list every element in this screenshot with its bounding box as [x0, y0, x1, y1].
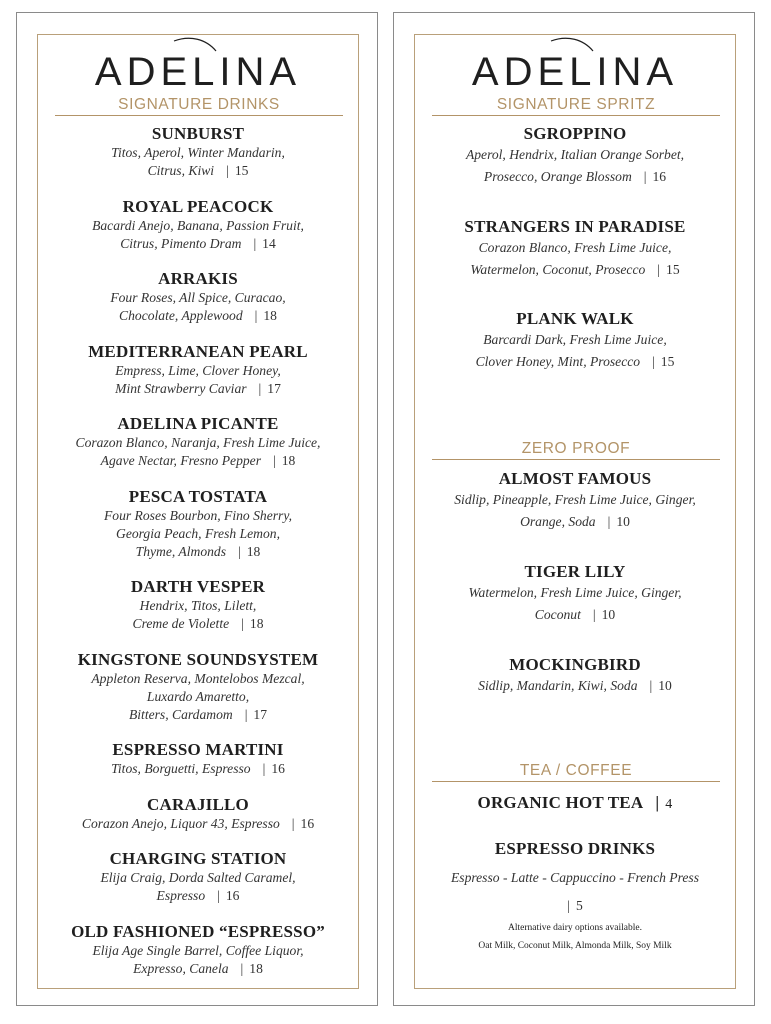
adelina-wordmark — [78, 35, 318, 91]
item-name: TIGER LILY — [524, 562, 626, 581]
price-separator: | — [567, 898, 570, 913]
item-price: 18 — [249, 961, 263, 976]
item-ingredients: Clover Honey, Mint, Prosecco — [475, 354, 641, 369]
price-separator: | — [592, 607, 596, 622]
item-name: ARRAKIS — [158, 269, 238, 288]
item-ingredients: Corazon Blanco, Fresh Lime Juice, — [478, 240, 672, 255]
item-price: 4 — [665, 797, 673, 812]
item-ingredients: Bitters, Cardamom — [128, 707, 233, 722]
item-name: PESCA TOSTATA — [128, 487, 268, 506]
item-ingredients: Sidlip, Mandarin, Kiwi, Soda — [478, 678, 638, 693]
item-ingredients: Elija Age Single Barrel, Coffee Liquor, — [92, 943, 304, 958]
menu-item — [394, 217, 756, 281]
price-separator: | — [217, 888, 220, 903]
adelina-wordmark — [455, 35, 695, 91]
item-name: ADELINA PICANTE — [117, 414, 279, 433]
item-ingredients: Prosecco, Orange Blossom — [483, 169, 632, 184]
section-title-signature-spritz: SIGNATURE SPRITZ — [496, 96, 656, 113]
menu-item-hot-tea — [394, 793, 756, 815]
menu-item — [17, 922, 379, 978]
item-ingredients: Agave Nectar, Fresno Pepper — [100, 453, 261, 468]
item-name: ESPRESSO MARTINI — [112, 740, 284, 759]
item-price: 14 — [262, 236, 276, 251]
item-name: PLANK WALK — [516, 309, 634, 328]
item-name: STRANGERS IN PARADISE — [464, 217, 686, 236]
svg-text:ADELINA: ADELINA — [471, 50, 679, 91]
menu-item — [394, 124, 756, 188]
menu-item — [394, 562, 756, 626]
menu-item — [17, 740, 379, 778]
item-price: 10 — [658, 678, 672, 693]
section-title-zero-proof: ZERO PROOF — [521, 440, 631, 457]
price-separator: | — [291, 816, 295, 831]
item-ingredients: Expresso, Canela — [133, 961, 229, 976]
item-price: 5 — [575, 898, 583, 913]
price-separator: | — [607, 514, 611, 529]
menu-item — [17, 650, 379, 724]
price-separator: | — [258, 381, 262, 396]
item-ingredients: Aperol, Hendrix, Italian Orange Sorbet, — [465, 147, 685, 162]
item-ingredients: Creme de Violette — [132, 616, 230, 631]
price-separator: | — [253, 236, 257, 251]
item-name: DARTH VESPER — [130, 577, 266, 596]
price-separator: | — [643, 169, 647, 184]
item-ingredients: Sidlip, Pineapple, Fresh Lime Juice, Ginger, — [454, 492, 696, 507]
svg-text:ADELINA: ADELINA — [94, 50, 302, 91]
item-price: 15 — [660, 354, 675, 369]
item-price: 10 — [616, 514, 630, 529]
menu-item — [17, 414, 379, 470]
price-separator: | — [272, 453, 276, 468]
item-ingredients: Four Roses Bourbon, Fino Sherry, — [103, 508, 293, 523]
item-ingredients: Bacardi Anejo, Banana, Passion Fruit, — [92, 218, 304, 233]
menu-panel-right — [393, 12, 755, 1006]
menu-item — [17, 487, 379, 561]
item-ingredients: Hendrix, Titos, Lilett, — [139, 598, 257, 613]
price-separator: | — [244, 707, 248, 722]
item-ingredients: Appleton Reserva, Montelobos Mezcal, — [91, 671, 305, 686]
price-separator: | — [254, 308, 258, 323]
item-name: MEDITERRANEAN PEARL — [88, 342, 308, 361]
price-separator: | — [657, 262, 661, 277]
item-ingredients: Watermelon, Fresh Lime Juice, Ginger, — [468, 585, 682, 600]
menu-panel-left — [16, 12, 378, 1006]
item-ingredients: Titos, Borguetti, Espresso — [111, 761, 251, 776]
item-ingredients: Watermelon, Coconut, Prosecco — [470, 262, 646, 277]
item-price: 18 — [263, 308, 277, 323]
menu-item — [394, 309, 756, 373]
price-separator: | — [262, 761, 266, 776]
item-name: MOCKINGBIRD — [509, 655, 641, 674]
item-ingredients: Citrus, Pimento Dram — [120, 236, 242, 251]
item-name: KINGSTONE SOUNDSYSTEM — [77, 650, 319, 669]
item-ingredients: Citrus, Kiwi — [147, 163, 215, 178]
menu-item-espresso-drinks — [394, 839, 756, 917]
item-price: 17 — [253, 707, 268, 722]
dairy-note: Alternative dairy options available. — [507, 923, 642, 933]
item-name: ALMOST FAMOUS — [498, 469, 652, 488]
section-title-tea-coffee: TEA / COFFEE — [519, 762, 633, 779]
item-name: ROYAL PEACOCK — [122, 197, 274, 216]
item-price: 15 — [666, 262, 680, 277]
item-ingredients: Empress, Lime, Clover Honey, — [115, 363, 281, 378]
item-ingredients: Luxardo Amaretto, — [146, 689, 250, 704]
menu-item — [17, 577, 379, 633]
price-separator: | — [240, 961, 244, 976]
item-ingredients: Georgia Peach, Fresh Lemon, — [116, 526, 280, 541]
item-ingredients: Corazon Blanco, Naranja, Fresh Lime Juice, — [75, 435, 321, 450]
item-ingredients: Barcardi Dark, Fresh Lime Juice, — [483, 332, 667, 347]
menu-item — [17, 795, 379, 833]
item-price: 17 — [267, 381, 281, 396]
item-ingredients: Chocolate, Applewood — [119, 308, 243, 323]
item-ingredients: Mint Strawberry Caviar — [115, 381, 247, 396]
item-price: 18 — [246, 544, 261, 559]
price-separator: | — [649, 678, 653, 693]
section-divider — [432, 115, 720, 116]
item-price: 18 — [281, 453, 296, 468]
menu-item — [17, 342, 379, 398]
adelina-logo — [17, 35, 379, 91]
price-separator: | — [652, 354, 655, 369]
item-name: ESPRESSO DRINKS — [494, 839, 656, 858]
item-price: 15 — [234, 163, 249, 178]
item-name: SGROPPINO — [523, 124, 627, 143]
item-ingredients: Orange, Soda — [520, 514, 596, 529]
dairy-options: Oat Milk, Coconut Milk, Almonda Milk, Soy Milk — [478, 941, 672, 951]
item-name: CARAJILLO — [147, 795, 249, 814]
adelina-logo — [394, 35, 756, 91]
item-price: 16 — [271, 761, 285, 776]
item-ingredients: Four Roses, All Spice, Curacao, — [110, 290, 286, 305]
menu-item — [17, 124, 379, 180]
item-name: ORGANIC HOT TEA — [477, 793, 644, 812]
section-title-signature-drinks: SIGNATURE DRINKS — [118, 96, 280, 113]
item-ingredients: Coconut — [534, 607, 581, 622]
item-name: SUNBURST — [151, 124, 245, 143]
section-divider — [55, 115, 343, 116]
item-name: CHARGING STATION — [109, 849, 287, 868]
item-price: 18 — [249, 616, 264, 631]
item-ingredients: Corazon Anejo, Liquor 43, Espresso — [81, 816, 280, 831]
section-divider — [432, 781, 720, 782]
price-separator: | — [655, 793, 660, 812]
item-ingredients: Thyme, Almonds — [135, 544, 227, 559]
price-separator: | — [226, 163, 229, 178]
item-price: 16 — [300, 816, 315, 831]
menu-item — [394, 655, 756, 697]
item-price: 10 — [601, 607, 616, 622]
item-ingredients: Espresso — [156, 888, 206, 903]
menu-item — [17, 269, 379, 325]
section-divider — [432, 459, 720, 460]
item-ingredients: Elija Craig, Dorda Salted Caramel, — [100, 870, 296, 885]
item-price: 16 — [225, 888, 240, 903]
item-ingredients: Espresso - Latte - Cappuccino - French Press — [450, 870, 700, 885]
item-ingredients: Titos, Aperol, Winter Mandarin, — [111, 145, 285, 160]
menu-item — [394, 469, 756, 533]
menu-item — [17, 197, 379, 253]
menu-item — [17, 849, 379, 905]
item-price: 16 — [652, 169, 667, 184]
item-name: OLD FASHIONED “ESPRESSO” — [71, 922, 325, 941]
price-separator: | — [241, 616, 244, 631]
price-separator: | — [238, 544, 241, 559]
